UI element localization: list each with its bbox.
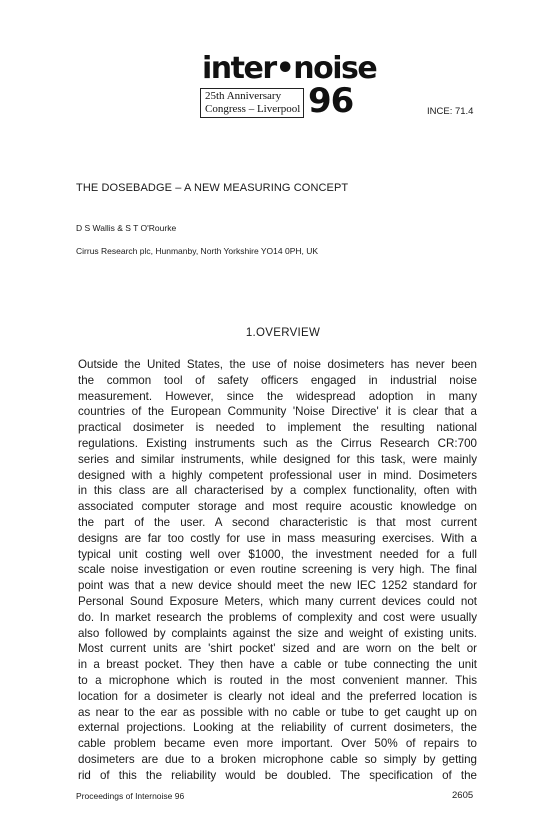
body-line: countries of the European Community 'Noise Directive' it is clear that a [78,405,477,419]
body-line: series and similar instruments, while designed for this task, were mainly [78,452,477,466]
body-paragraph [78,357,477,784]
body-line: point was that a new device should meet the new IEC 1252 standard for [78,579,477,593]
body-line: Personal Sound Exposure Meters, which many current devices could not [78,594,477,608]
logo-year: 96 [308,81,354,121]
body-line: external projections. Looking at the reliability of current dosimeters, the [78,721,477,735]
footer-proceedings: Proceedings of Internoise 96 [76,791,185,801]
body-line: location for a dosimeter is clearly not ideal and the preferred location is [78,689,477,703]
body-line: measurement. However, since the widespread adoption in many [78,389,477,403]
body-line: cable problem became even more important. Over 50% of repairs to [78,737,477,751]
conference-logo [200,51,377,130]
page-number: 2605 [452,790,474,801]
body-line: designed with a highly competent professional user in mind. Dosimeters [78,468,477,482]
body-line: the part of the user. A second characteristic is that most current [78,515,477,529]
body-line: designs are far too costly for use in mass measuring exercises. With a [78,531,477,545]
logo-box-line-1: 25th Anniversary [205,90,282,102]
paper-reference-number: INCE: 71.4 [427,106,474,117]
body-line: also followed by complaints against the size and weight of existing units. [78,626,477,640]
body-line: in a breast pocket. They then have a cable or tube connecting the unit [78,658,477,672]
body-line: practical dosimeter is needed to implement the resulting national [78,421,477,435]
body-line: to a microphone which is routed in the most convenient manner. This [78,673,477,687]
body-line: rid of this the reliability would be doubled. The specification of the [78,768,477,782]
body-line: Outside the United States, the use of noise dosimeters has never been [78,358,477,371]
logo-anniversary-box [200,88,304,118]
logo-box-line-2: Congress – Liverpool [205,102,301,115]
body-line: Most current units are 'shirt pocket' sized and are worn on the belt or [78,642,477,656]
body-line: regulations. Existing instruments such as the Cirrus Research CR:700 [78,436,477,450]
body-line: the common tool of safety officers engaged in industrial noise [78,373,477,387]
body-line: typical unit costing well over $1000, the investment needed for a full [78,547,477,561]
section-heading: 1.OVERVIEW [245,327,321,339]
body-line: in this class are all characterised by a complex functionality, often with [78,484,477,498]
paper-affiliation: Cirrus Research plc, Hunmanby, North Yorkshire YO14 0PH, UK [76,246,319,256]
body-line: as near to the ear as possible with no cable or tube to get caught up on [78,705,477,719]
body-line: dosimeters are due to a broken microphone cable so simply by getting [78,752,477,766]
paper-authors: D S Wallis & S T O'Rourke [76,223,177,233]
body-line: do. In market research the problems of complexity and cost were usually [78,610,477,624]
body-line: scale noise investigation or even routine screening is very high. The final [78,563,477,577]
body-line: associated computer storage and most require acoustic knowledge on [78,500,477,514]
paper-title: THE DOSEBADGE – A NEW MEASURING CONCEPT [76,182,349,194]
logo-wordmark: inter•noise [202,51,377,86]
